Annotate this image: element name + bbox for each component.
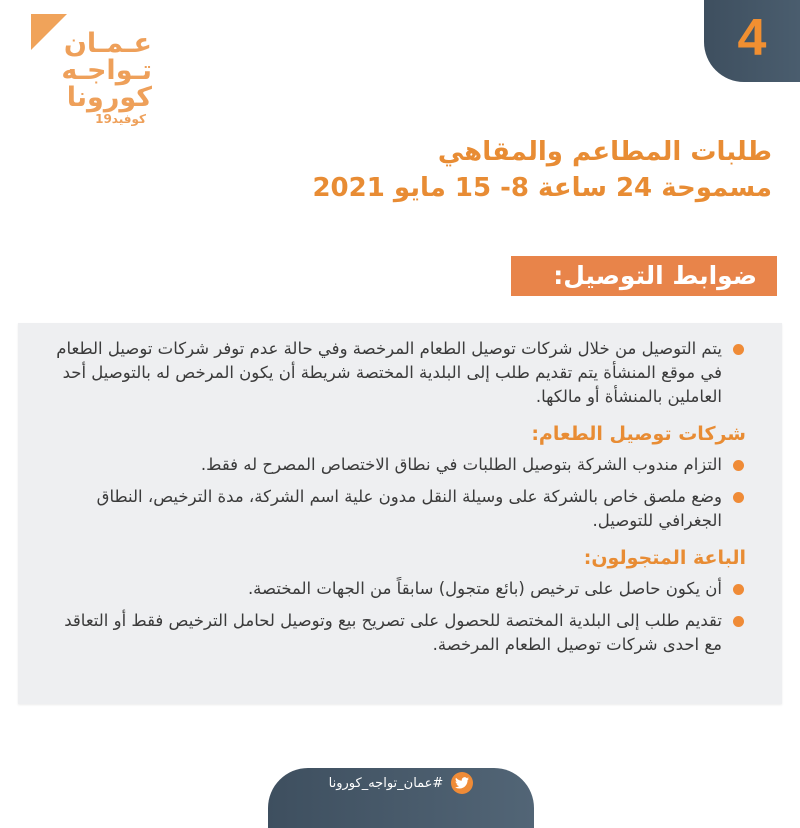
title-line-1: طلبات المطاعم والمقاهي — [437, 137, 772, 167]
twitter-bird-glyph — [455, 777, 469, 789]
footer-hashtag-tab — [268, 768, 534, 828]
list-item-text: يتم التوصيل من خلال شركات توصيل الطعام المرخصة وفي حالة عدم توفر شركات توصيل الطعام في موقع المنشأة يتم تقديم طلب إلى البلدية المختصة شريطة أن يكون المرخص له بالتوصيل أحد العاملين بالمنشأة أو مالكها. — [56, 339, 722, 406]
content-panel — [18, 323, 782, 704]
list-item — [48, 609, 746, 657]
bullet-icon — [733, 492, 744, 503]
list-item-text: تقديم طلب إلى البلدية المختصة للحصول على تصريح بيع وتوصيل لحامل الترخيص فقط أو التعاقد مع احدى شركات توصيل الطعام المرخصة. — [64, 611, 722, 654]
title-line-2: مسموحة 24 ساعة 8- 15 مايو 2021 — [312, 173, 772, 203]
list-item — [48, 485, 746, 533]
page-title — [312, 134, 772, 206]
hashtag-text: #عمان_تواجه_كورونا — [328, 775, 444, 791]
logo-triangle — [31, 14, 67, 50]
twitter-icon — [451, 772, 473, 794]
page-number-tab — [704, 0, 800, 82]
bullet-icon — [733, 344, 744, 355]
list-item-text: التزام مندوب الشركة بتوصيل الطلبات في نطاق الاختصاص المصرح له فقط. — [200, 455, 722, 474]
list-item-text: أن يكون حاصل على ترخيص (بائع متجول) سابقاً من الجهات المختصة. — [247, 579, 722, 598]
sub-heading-street-vendors: الباعة المتجولون: — [583, 547, 746, 569]
bullet-icon — [733, 460, 744, 471]
page-number: 4 — [737, 9, 767, 67]
logo — [28, 12, 158, 124]
section-banner — [511, 256, 777, 296]
logo-line-2: تـواجـه — [61, 55, 152, 86]
list-item-text: وضع ملصق خاص بالشركة على وسيلة النقل مدون علية اسم الشركة، مدة الترخيص، النطاق الجغرافي للتوصيل. — [96, 487, 722, 530]
list-item — [48, 577, 746, 601]
bullet-icon — [733, 616, 744, 627]
logo-line-3: كورونا — [66, 82, 152, 113]
sub-heading-delivery-companies: شركات توصيل الطعام: — [531, 423, 746, 445]
list-item — [48, 453, 746, 477]
list-item — [48, 337, 746, 409]
logo-line-1: عـمـان — [63, 28, 152, 59]
bullet-icon — [733, 584, 744, 595]
logo-subtitle: كوفيد19 — [95, 112, 146, 126]
section-banner-label: ضوابط التوصيل: — [553, 261, 757, 290]
